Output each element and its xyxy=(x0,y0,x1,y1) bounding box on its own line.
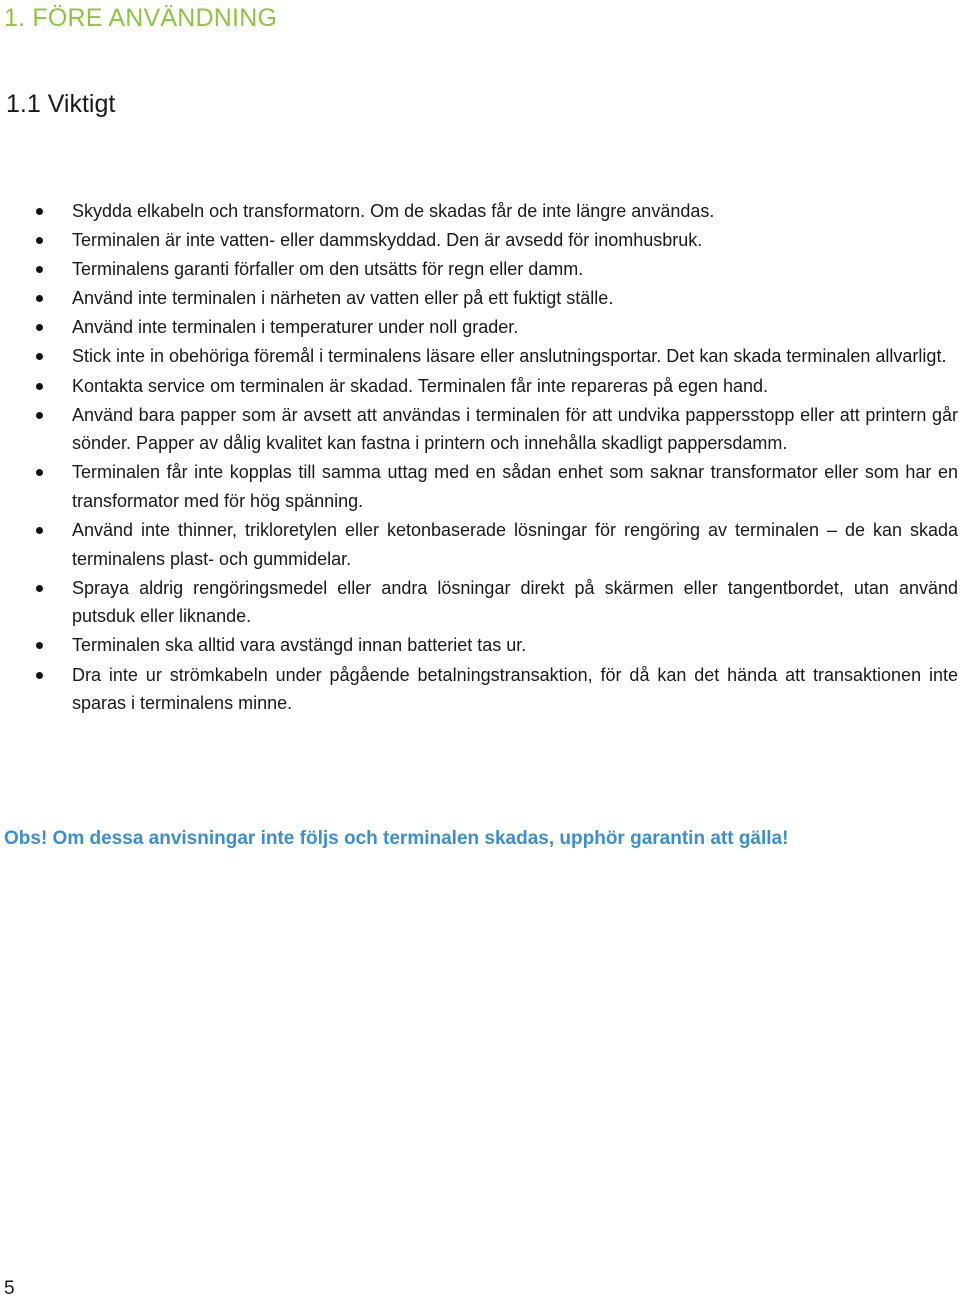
list-item xyxy=(0,255,960,284)
list-item xyxy=(0,401,960,458)
warning-note: Obs! Om dessa anvisningar inte följs och terminalen skadas, upphör garantin att gälla! xyxy=(4,828,789,849)
list-item-text: Kontakta service om terminalen är skadad. Terminalen får inte repareras på egen hand. xyxy=(72,375,769,396)
bullet-icon xyxy=(36,585,43,592)
bullet-icon xyxy=(36,469,43,476)
section-heading: 1. FÖRE ANVÄNDNING xyxy=(4,4,278,32)
list-item xyxy=(0,197,960,226)
list-item xyxy=(0,342,960,371)
list-item xyxy=(0,661,960,718)
bullet-icon xyxy=(36,237,43,244)
bullet-list xyxy=(0,197,960,718)
bullet-icon xyxy=(36,353,43,360)
list-item-text: Använd inte thinner, trikloretylen eller ketonbaserade lösningar för rengöring av terminalen – de kan skada terminalens plast- och gummidelar. xyxy=(72,520,958,569)
bullet-icon xyxy=(36,672,43,679)
list-item-text: Dra inte ur strömkabeln under pågående betalningstransaktion, för då kan det hända att transaktionen inte sparas i terminalens minne. xyxy=(72,664,958,714)
list-item xyxy=(0,516,960,573)
list-item xyxy=(0,574,960,631)
list-item-text: Terminalen är inte vatten- eller dammskyddad. Den är avsedd för inomhusbruk. xyxy=(72,230,703,251)
list-item-text: Skydda elkabeln och transformatorn. Om de skadas får de inte längre användas. xyxy=(72,201,715,221)
list-item-text: Använd inte terminalen i närheten av vatten eller på ett fuktigt ställe. xyxy=(72,288,614,309)
list-item xyxy=(0,284,960,313)
list-item-text: Använd inte terminalen i temperaturer under noll grader. xyxy=(72,317,519,338)
subsection-heading: 1.1 Viktigt xyxy=(6,90,116,118)
bullet-icon xyxy=(36,383,43,390)
bullet-icon xyxy=(36,642,43,649)
list-item-text: Terminalens garanti förfaller om den utsätts för regn eller damm. xyxy=(72,259,584,280)
bullet-icon xyxy=(36,527,43,534)
bullet-icon xyxy=(36,208,43,215)
list-item xyxy=(0,631,960,660)
list-item xyxy=(0,226,960,255)
list-item xyxy=(0,372,960,401)
page-number: 5 xyxy=(4,1278,15,1299)
bullet-icon xyxy=(36,324,43,331)
list-item-text: Spraya aldrig rengöringsmedel eller andra lösningar direkt på skärmen eller tangentbordet, utan använd putsduk eller liknande. xyxy=(72,577,958,627)
list-item-text: Använd bara papper som är avsett att användas i terminalen för att undvika pappersstopp eller att printern går sönder. Papper av dålig kvalitet kan fastna i printern och innehålla skadligt pappersdamm. xyxy=(72,404,958,454)
list-item-text: Stick inte in obehöriga föremål i terminalens läsare eller anslutningsportar. Det kan skada terminalen allvarligt. xyxy=(72,346,947,367)
list-item xyxy=(0,458,960,515)
bullet-icon xyxy=(36,412,43,419)
list-item xyxy=(0,313,960,342)
bullet-icon xyxy=(36,266,43,273)
list-item-text: Terminalen får inte kopplas till samma uttag med en sådan enhet som saknar transformator eller som har en transformator med för hög spänning. xyxy=(72,462,958,511)
bullet-icon xyxy=(36,295,43,302)
list-item-text: Terminalen ska alltid vara avstängd innan batteriet tas ur. xyxy=(72,635,527,656)
